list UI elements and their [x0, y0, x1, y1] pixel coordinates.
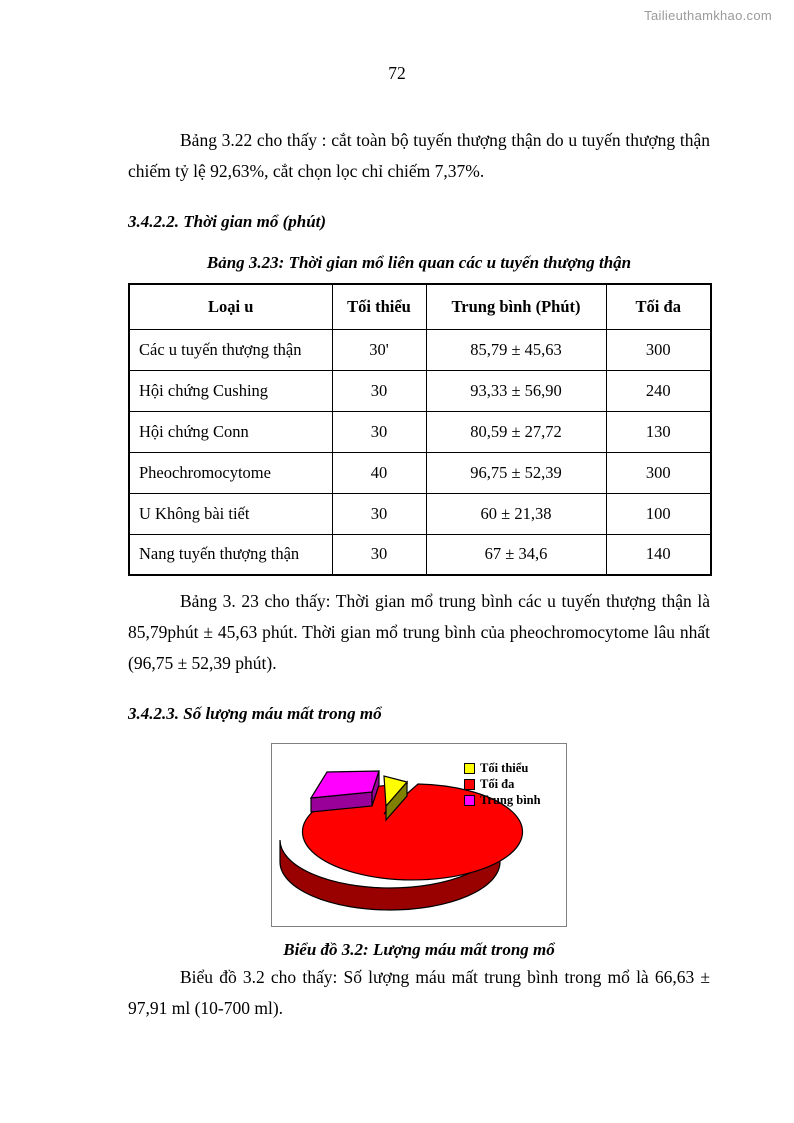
- cell-trung-binh: 96,75 ± 52,39: [426, 452, 606, 493]
- table-header-toi-thieu: Tối thiểu: [332, 284, 426, 329]
- cell-toi-thieu: 40: [332, 452, 426, 493]
- intro-paragraph: Bảng 3.22 cho thấy : cắt toàn bộ tuyến thượng thận do u tuyến thượng thận chiếm tỷ lệ 92,63%, cắt chọn lọc chỉ chiếm 7,37%.: [128, 130, 710, 181]
- cell-toi-thieu: 30': [332, 329, 426, 370]
- after-table-paragraph: Bảng 3. 23 cho thấy: Thời gian mổ trung bình các u tuyến thượng thận là 85,79phút ± 45,63 phút. Thời gian mổ trung bình của pheochromocytome lâu nhất (96,75 ± 52,39 phút).: [128, 591, 710, 673]
- legend-item-toi-da: [464, 776, 541, 792]
- cell-loai-u: Nang tuyến thượng thận: [129, 534, 332, 575]
- legend-label: Trung bình: [480, 793, 541, 807]
- cell-loai-u: Hội chứng Conn: [129, 411, 332, 452]
- page-number: 72: [388, 63, 406, 83]
- cell-toi-da: 240: [606, 370, 711, 411]
- cell-trung-binh: 80,59 ± 27,72: [426, 411, 606, 452]
- table-row: [129, 452, 711, 493]
- cell-loai-u: Pheochromocytome: [129, 452, 332, 493]
- table-header-toi-da: Tối đa: [606, 284, 711, 329]
- chart-container: [128, 743, 710, 927]
- cell-trung-binh: 60 ± 21,38: [426, 493, 606, 534]
- cell-toi-da: 140: [606, 534, 711, 575]
- cell-toi-thieu: 30: [332, 411, 426, 452]
- cell-toi-da: 130: [606, 411, 711, 452]
- legend-label: Tối thiểu: [480, 761, 529, 775]
- page-content: [128, 125, 710, 1024]
- legend-swatch-icon: [464, 795, 475, 806]
- cell-loai-u: Hội chứng Cushing: [129, 370, 332, 411]
- cell-loai-u: Các u tuyến thượng thận: [129, 329, 332, 370]
- table-row: [129, 493, 711, 534]
- legend-item-trung-binh: [464, 792, 541, 808]
- pie-chart: [271, 743, 567, 927]
- chart-legend: [464, 760, 541, 808]
- table-row: [129, 329, 711, 370]
- cell-toi-da: 300: [606, 329, 711, 370]
- cell-trung-binh: 67 ± 34,6: [426, 534, 606, 575]
- cell-toi-thieu: 30: [332, 493, 426, 534]
- cell-trung-binh: 85,79 ± 45,63: [426, 329, 606, 370]
- legend-item-toi-thieu: [464, 760, 541, 776]
- section-heading-3-4-2-3: 3.4.2.3. Số lượng máu mất trong mổ: [128, 704, 382, 723]
- table-caption: Bảng 3.23: Thời gian mổ liên quan các u tuyến thượng thận: [206, 253, 632, 272]
- operative-time-table: [128, 283, 712, 576]
- legend-swatch-icon: [464, 763, 475, 774]
- legend-label: Tối đa: [480, 777, 515, 791]
- after-chart-paragraph: Biểu đồ 3.2 cho thấy: Số lượng máu mất trung bình trong mổ là 66,63 ± 97,91 ml (10-700 ml).: [128, 967, 710, 1018]
- table-row: [129, 370, 711, 411]
- cell-toi-da: 100: [606, 493, 711, 534]
- cell-trung-binh: 93,33 ± 56,90: [426, 370, 606, 411]
- legend-swatch-icon: [464, 779, 475, 790]
- figure-caption: Biểu đồ 3.2: Lượng máu mất trong mổ: [283, 940, 555, 959]
- table-header-trung-binh: Trung bình (Phút): [426, 284, 606, 329]
- cell-toi-thieu: 30: [332, 370, 426, 411]
- table-header-loai-u: Loại u: [129, 284, 332, 329]
- table-row: [129, 411, 711, 452]
- section-heading-3-4-2-2: 3.4.2.2. Thời gian mổ (phút): [128, 212, 327, 231]
- cell-toi-da: 300: [606, 452, 711, 493]
- table-row: [129, 534, 711, 575]
- cell-loai-u: U Không bài tiết: [129, 493, 332, 534]
- watermark: Tailieuthamkhao.com: [644, 8, 772, 23]
- table-header-row: [129, 284, 711, 329]
- cell-toi-thieu: 30: [332, 534, 426, 575]
